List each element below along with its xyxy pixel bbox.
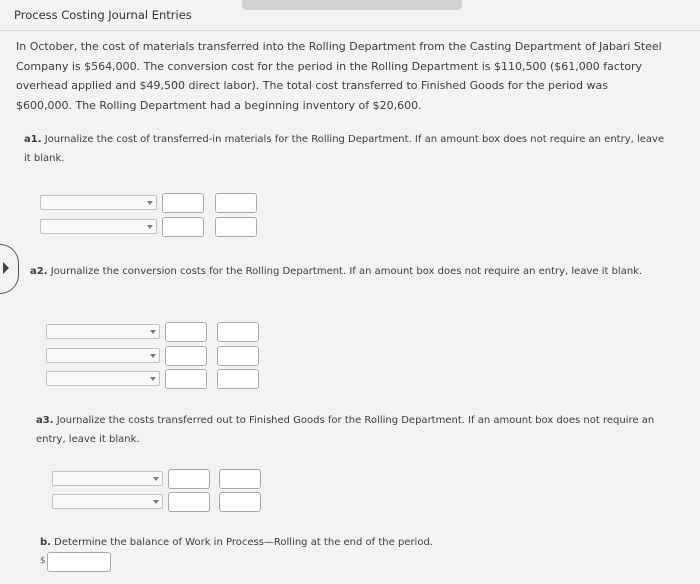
question-a1	[24, 130, 669, 168]
a3-entry-row-2	[52, 492, 264, 512]
top-bar	[242, 0, 462, 10]
a3-debit-box-1[interactable]	[168, 469, 210, 489]
a2-debit-box-1[interactable]	[165, 322, 207, 342]
side-tab[interactable]	[0, 244, 19, 294]
question-b-label: b.	[40, 537, 51, 548]
question-b-text: Determine the balance of Work in Process—Rolling at the end of the period.	[54, 537, 433, 548]
a3-entry-row-1	[52, 469, 264, 489]
a3-credit-box-2[interactable]	[219, 492, 261, 512]
a3-account-select-1[interactable]	[52, 471, 163, 486]
a3-credit-box-1[interactable]	[219, 469, 261, 489]
chevron-right-icon	[3, 262, 9, 274]
question-a2	[30, 262, 650, 281]
divider	[0, 30, 700, 31]
question-a2-label: a2.	[30, 266, 48, 277]
a1-debit-box-1[interactable]	[162, 193, 204, 213]
a2-credit-box-2[interactable]	[217, 346, 259, 366]
a3-debit-box-2[interactable]	[168, 492, 210, 512]
a1-debit-box-2[interactable]	[162, 217, 204, 237]
question-a3-text: Journalize the costs transferred out to Finished Goods for the Rolling Department. If an amount box does not require an entry, leave it blank.	[36, 415, 655, 445]
a3-account-select-2[interactable]	[52, 494, 163, 509]
a2-account-select-1[interactable]	[46, 324, 160, 339]
question-a3	[36, 411, 662, 449]
question-a1-label: a1.	[24, 134, 42, 145]
a1-account-select-2[interactable]	[40, 219, 157, 234]
question-a3-label: a3.	[36, 415, 54, 426]
a2-account-select-2[interactable]	[46, 348, 160, 363]
a1-credit-box-2[interactable]	[215, 217, 257, 237]
question-b	[40, 533, 640, 552]
a2-debit-box-3[interactable]	[165, 369, 207, 389]
a2-credit-box-3[interactable]	[217, 369, 259, 389]
a1-credit-box-1[interactable]	[215, 193, 257, 213]
question-a2-text: Journalize the conversion costs for the Rolling Department. If an amount box does not require an entry, leave it blank.	[50, 266, 643, 277]
a2-entry-row-2	[46, 346, 262, 366]
balance-amount-input[interactable]	[47, 552, 111, 572]
a2-account-select-3[interactable]	[46, 371, 160, 386]
a1-entry-row-1	[40, 193, 260, 213]
question-a1-text: Journalize the cost of transferred-in materials for the Rolling Department. If an amount box does not require an entry, leave it blank.	[24, 134, 665, 164]
currency-symbol: $	[40, 556, 46, 566]
a1-entry-row-2	[40, 217, 260, 237]
a2-debit-box-2[interactable]	[165, 346, 207, 366]
a2-entry-row-1	[46, 322, 262, 342]
a2-credit-box-1[interactable]	[217, 322, 259, 342]
page-title: Process Costing Journal Entries	[14, 8, 192, 22]
a2-entry-row-3	[46, 369, 262, 389]
problem-intro: In October, the cost of materials transferred into the Rolling Department from the Casting Department of Jabari Steel Company is $564,000. The conversion cost for the period in the Rolling Department is $110,500 ($61,000 factory overhead applied and $49,500 direct labor). The total cost transferred to Finished Goods for the period was $600,000. The Rolling Department had a beginning inventory of $20,600.	[16, 40, 662, 112]
a1-account-select-1[interactable]	[40, 195, 157, 210]
